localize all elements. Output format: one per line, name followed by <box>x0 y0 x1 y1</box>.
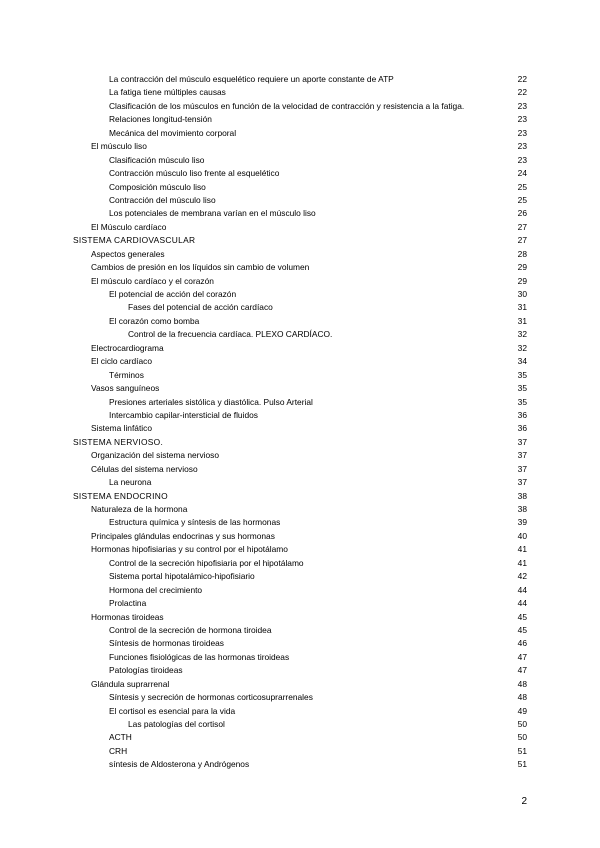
toc-entry-page: 38 <box>517 490 527 501</box>
toc-entry-page: 42 <box>517 571 527 582</box>
toc-entry-page: 37 <box>517 477 527 488</box>
toc-entry[interactable] <box>0 275 600 288</box>
toc-entry-page: 22 <box>517 74 527 84</box>
toc-entry-title: Control de la secreción hipofisiaria por el hipotálamo <box>109 557 304 568</box>
toc-entry-page: 34 <box>517 356 527 367</box>
toc-entry[interactable] <box>0 328 600 341</box>
toc-entry-page: 37 <box>517 436 527 447</box>
toc-entry-page: 51 <box>517 745 527 756</box>
toc-entry-title: Fases del potencial de acción cardíaco <box>128 302 273 313</box>
toc-entry[interactable] <box>0 288 600 301</box>
toc-entry-title: La contracción del músculo esquelético requiere un aporte constante de ATP <box>109 74 394 84</box>
toc-entry-page: 39 <box>517 517 527 528</box>
toc-entry-title: Relaciones longitud-tensión <box>109 114 212 125</box>
toc-entry-page: 45 <box>517 611 527 622</box>
toc-entry[interactable] <box>0 113 600 126</box>
toc-entry-title: Síntesis y secreción de hormonas corticosuprarrenales <box>109 692 313 703</box>
toc-entry-title: Presiones arteriales sistólica y diastólica. Pulso Arterial <box>109 396 313 407</box>
toc-entry-page: 45 <box>517 624 527 635</box>
toc-entry[interactable] <box>0 624 600 637</box>
toc-entry-page: 32 <box>517 342 527 353</box>
toc-entry-title: El potencial de acción del corazón <box>109 289 237 299</box>
toc-entry-title: Hormona del crecimiento <box>109 584 203 595</box>
toc-entry[interactable] <box>0 476 600 489</box>
toc-entry-title: Funciones fisiológicas de las hormonas tiroideas <box>109 651 290 662</box>
toc-entry-title: Aspectos generales <box>91 248 165 259</box>
toc-entry[interactable] <box>0 691 600 704</box>
toc-entry-title: Glándula suprarrenal <box>91 678 170 689</box>
toc-entry-title: Las patologías del cortisol <box>128 719 225 729</box>
toc-entry[interactable] <box>0 449 600 462</box>
toc-entry[interactable] <box>0 436 600 449</box>
toc-entry[interactable] <box>0 664 600 677</box>
toc-entry-page: 35 <box>517 396 527 407</box>
toc-entry-title: Contracción del músculo liso <box>109 194 216 205</box>
toc-entry[interactable] <box>0 154 600 167</box>
toc-entry-title: Clasificación de los músculos en función de la velocidad de contracción y resistencia a la fatiga. <box>109 100 465 111</box>
toc-entry-page: 27 <box>517 235 527 246</box>
toc-entry[interactable] <box>0 234 600 247</box>
toc-entry[interactable] <box>0 611 600 624</box>
toc-entry[interactable] <box>0 342 600 355</box>
toc-entry-title: Vasos sanguíneos <box>91 383 160 394</box>
toc-entry[interactable] <box>0 557 600 570</box>
toc-entry-page: 40 <box>517 530 527 541</box>
toc-entry-title: Sistema linfático <box>91 423 152 434</box>
toc-entry[interactable] <box>0 167 600 180</box>
toc-entry[interactable] <box>0 355 600 368</box>
toc-entry[interactable] <box>0 409 600 422</box>
toc-entry[interactable] <box>0 463 600 476</box>
toc-entry-title: Patologías tiroideas <box>109 665 183 676</box>
toc-entry-page: 27 <box>517 221 527 232</box>
toc-entry-page: 46 <box>517 638 527 649</box>
toc-entry-page: 49 <box>517 705 527 716</box>
toc-entry[interactable] <box>0 530 600 543</box>
toc-entry-title: El músculo cardíaco y el corazón <box>91 275 214 286</box>
toc-entry[interactable] <box>0 745 600 758</box>
toc-entry-page: 48 <box>517 678 527 689</box>
toc-entry-page: 51 <box>517 759 527 770</box>
toc-entry-page: 35 <box>517 383 527 394</box>
toc-entry-title: El cortisol es esencial para la vida <box>109 705 236 716</box>
toc-entry-page: 44 <box>517 598 527 609</box>
toc-entry-title: ACTH <box>109 732 132 743</box>
toc-entry-title: Prolactina <box>109 598 147 609</box>
toc-entry-title: Intercambio capilar-intersticial de fluidos <box>109 409 258 420</box>
toc-entry-title: SISTEMA CARDIOVASCULAR <box>73 235 196 246</box>
toc-entry-page: 41 <box>517 544 527 555</box>
table-of-contents <box>0 73 600 772</box>
toc-entry[interactable] <box>0 718 600 731</box>
toc-entry[interactable] <box>0 100 600 113</box>
toc-entry[interactable] <box>0 678 600 691</box>
toc-entry-title: síntesis de Aldosterona y Andrógenos <box>109 759 250 770</box>
toc-entry[interactable] <box>0 758 600 771</box>
toc-entry[interactable] <box>0 73 600 86</box>
toc-entry-title: SISTEMA NERVIOSO. <box>73 436 164 447</box>
toc-entry-page: 37 <box>517 450 527 461</box>
toc-entry-title: Hormonas tiroideas <box>91 611 164 622</box>
toc-entry[interactable] <box>0 194 600 207</box>
toc-entry-title: Clasificación músculo liso <box>109 154 205 165</box>
toc-entry-title: Mecánica del movimiento corporal <box>109 127 237 138</box>
toc-entry-title: El músculo liso <box>91 141 147 152</box>
toc-entry[interactable] <box>0 597 600 610</box>
toc-entry[interactable] <box>0 261 600 274</box>
toc-entry[interactable] <box>0 140 600 153</box>
toc-entry-page: 23 <box>517 114 527 125</box>
toc-entry-page: 36 <box>517 409 527 420</box>
toc-entry-page: 29 <box>517 275 527 286</box>
toc-entry-title: Sistema portal hipotalámico-hipofisiario <box>109 571 255 582</box>
toc-entry-title: El corazón como bomba <box>109 315 200 326</box>
toc-entry-title: Control de la frecuencia cardíaca. PLEXO CARDÍACO. <box>128 329 333 340</box>
toc-entry[interactable] <box>0 86 600 99</box>
toc-entry-title: Estructura química y síntesis de las hormonas <box>109 517 281 528</box>
toc-entry[interactable] <box>0 369 600 382</box>
toc-entry-page: 37 <box>517 463 527 474</box>
toc-entry[interactable] <box>0 516 600 529</box>
toc-entry-page: 36 <box>517 423 527 434</box>
toc-entry-title: El Músculo cardíaco <box>91 221 167 232</box>
toc-entry[interactable] <box>0 422 600 435</box>
toc-entry[interactable] <box>0 382 600 395</box>
toc-entry-title: Principales glándulas endocrinas y sus hormonas <box>91 530 275 541</box>
toc-entry[interactable] <box>0 301 600 314</box>
toc-entry[interactable] <box>0 637 600 650</box>
toc-entry-title: Contracción músculo liso frente al esquelético <box>109 168 280 179</box>
toc-entry-page: 23 <box>517 141 527 152</box>
toc-entry-page: 50 <box>517 719 527 729</box>
toc-entry-page: 29 <box>517 262 527 273</box>
toc-entry-title: Cambios de presión en los líquidos sin cambio de volumen <box>91 262 310 273</box>
toc-entry[interactable] <box>0 651 600 664</box>
toc-entry-page: 44 <box>517 584 527 595</box>
toc-entry[interactable] <box>0 248 600 261</box>
toc-entry-page: 35 <box>517 369 527 380</box>
toc-entry[interactable] <box>0 207 600 220</box>
toc-entry-page: 23 <box>517 154 527 165</box>
toc-entry-page: 24 <box>517 168 527 179</box>
toc-entry-page: 47 <box>517 665 527 676</box>
toc-entry-title: CRH <box>109 745 128 756</box>
toc-entry[interactable] <box>0 181 600 194</box>
toc-entry[interactable] <box>0 543 600 556</box>
toc-entry[interactable] <box>0 584 600 597</box>
toc-entry-title: Control de la secreción de hormona tiroidea <box>109 624 272 635</box>
toc-entry-page: 22 <box>517 87 527 98</box>
toc-entry-title: El ciclo cardíaco <box>91 356 152 367</box>
toc-entry-title: Síntesis de hormonas tiroideas <box>109 638 224 649</box>
toc-entry-title: Composición músculo liso <box>109 181 206 192</box>
toc-entry-page: 50 <box>517 732 527 743</box>
toc-entry-page: 32 <box>517 329 527 340</box>
page-number: 2 <box>521 796 527 807</box>
toc-entry-page: 30 <box>517 289 527 299</box>
toc-entry-page: 23 <box>517 100 527 111</box>
toc-entry[interactable] <box>0 315 600 328</box>
toc-entry-page: 38 <box>517 504 527 514</box>
toc-entry-page: 31 <box>517 302 527 313</box>
toc-entry-title: Organización del sistema nervioso <box>91 450 220 461</box>
toc-entry-title: La fatiga tiene múltiples causas <box>109 87 226 98</box>
toc-entry-title: Términos <box>109 369 144 380</box>
toc-entry-page: 48 <box>517 692 527 703</box>
toc-entry-page: 25 <box>517 181 527 192</box>
toc-entry[interactable] <box>0 570 600 583</box>
toc-entry-title: Naturaleza de la hormona <box>91 504 188 514</box>
toc-entry[interactable] <box>0 731 600 744</box>
toc-entry-page: 25 <box>517 194 527 205</box>
toc-entry[interactable] <box>0 490 600 503</box>
toc-entry[interactable] <box>0 221 600 234</box>
toc-entry[interactable] <box>0 396 600 409</box>
toc-entry-title: SISTEMA ENDOCRINO <box>73 490 168 501</box>
toc-entry-page: 41 <box>517 557 527 568</box>
toc-entry-title: Los potenciales de membrana varían en el músculo liso <box>109 208 316 219</box>
toc-entry[interactable] <box>0 705 600 718</box>
toc-entry-page: 23 <box>517 127 527 138</box>
toc-entry-page: 47 <box>517 651 527 662</box>
toc-entry-page: 28 <box>517 248 527 259</box>
toc-entry[interactable] <box>0 503 600 516</box>
toc-entry-title: Hormonas hipofisiarias y su control por el hipotálamo <box>91 544 288 555</box>
toc-entry-page: 31 <box>517 315 527 326</box>
toc-entry-title: Electrocardiograma <box>91 342 164 353</box>
toc-entry[interactable] <box>0 127 600 140</box>
toc-entry-title: Células del sistema nervioso <box>91 463 198 474</box>
toc-entry-title: La neurona <box>109 477 152 488</box>
toc-entry-page: 26 <box>517 208 527 219</box>
